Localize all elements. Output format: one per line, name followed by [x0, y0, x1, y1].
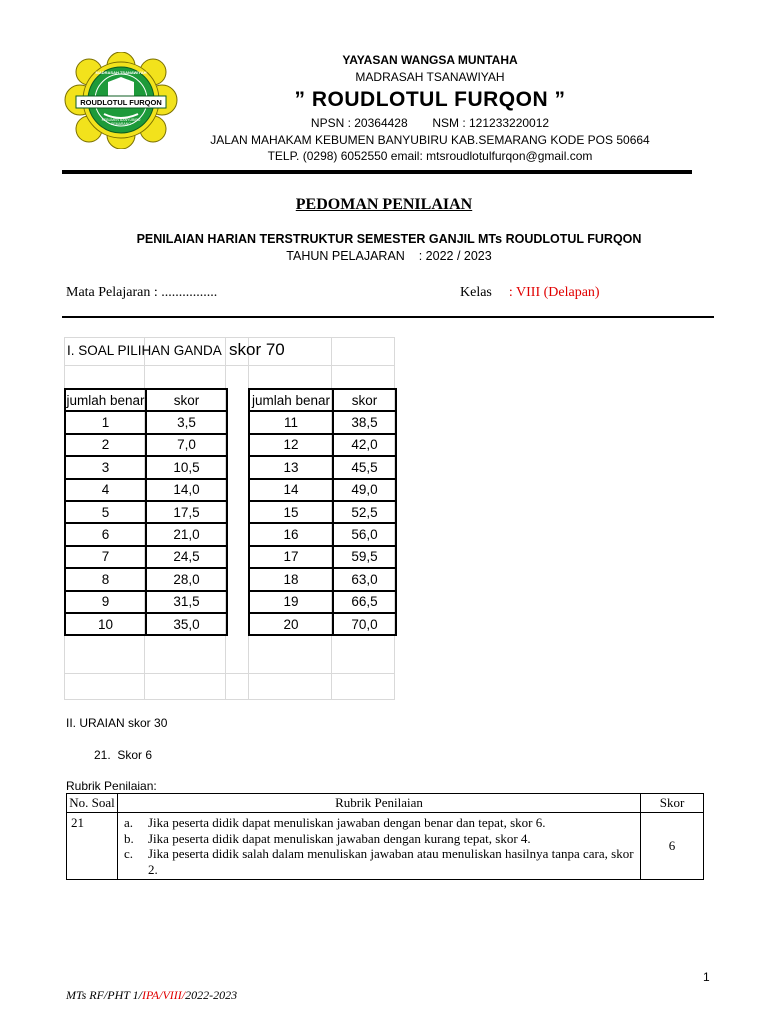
correct-count: 6 — [65, 523, 146, 545]
criterion-letter: c. — [124, 846, 134, 861]
letterhead-divider — [62, 170, 692, 174]
school-contact: TELP. (0298) 6052550 email: mtsroudlotulfurqon@gmail.com — [267, 149, 593, 163]
score-value: 21,0 — [146, 523, 227, 545]
score-value: 49,0 — [333, 479, 396, 501]
table-row — [249, 411, 396, 433]
correct-count: 2 — [65, 434, 146, 456]
criterion-letter: a. — [124, 815, 134, 830]
correct-count: 1 — [65, 411, 146, 433]
table-row — [65, 501, 227, 523]
madrasah-type: MADRASAH TSANAWIYAH — [355, 70, 505, 84]
table-row — [249, 568, 396, 590]
table-row — [65, 546, 227, 568]
correct-count: 17 — [249, 546, 333, 568]
correct-count: 11 — [249, 411, 333, 433]
section1-score: skor 70 — [229, 340, 285, 359]
score-value: 10,5 — [146, 456, 227, 478]
correct-count: 13 — [249, 456, 333, 478]
question-21-score: 21. Skor 6 — [94, 748, 153, 762]
correct-count: 9 — [65, 591, 146, 613]
code-suffix: 2022-2023 — [185, 988, 238, 1002]
section-divider — [62, 316, 714, 318]
criterion-text: Jika peserta didik dapat menuliskan jawaban dengan kurang tepat, skor 4. — [148, 830, 531, 846]
score-value: 70,0 — [333, 613, 396, 635]
correct-count: 5 — [65, 501, 146, 523]
table-row — [249, 456, 396, 478]
school-ids — [180, 116, 680, 130]
logo-bottom-text: KEBUMEN BANYUBIRU SEMARANG — [101, 118, 141, 126]
header-correct: jumlah benar — [65, 389, 146, 411]
code-prefix: MTs RF/PHT 1/ — [66, 988, 143, 1002]
correct-count: 4 — [65, 479, 146, 501]
correct-count: 3 — [65, 456, 146, 478]
document-code — [66, 988, 237, 1003]
table-row — [65, 434, 227, 456]
criterion-text: Jika peserta didik dapat menuliskan jawaban dengan benar dan tepat, skor 6. — [148, 815, 546, 830]
logo-top-text: MADRASAH TSANAWIYAH — [95, 70, 147, 75]
score-value: 66,5 — [333, 591, 396, 613]
rubric-criteria — [118, 813, 641, 880]
table-row — [249, 501, 396, 523]
score-value: 35,0 — [146, 613, 227, 635]
table-header-row — [65, 389, 227, 411]
rubric-header-no: No. Soal — [67, 794, 118, 813]
nsm: NSM : 121233220012 — [432, 116, 550, 130]
header-score: skor — [146, 389, 227, 411]
class-field — [460, 285, 600, 301]
score-value: 45,5 — [333, 456, 396, 478]
rubric-row — [67, 813, 704, 880]
criterion-a — [122, 815, 636, 831]
score-value: 31,5 — [146, 591, 227, 613]
document-subtitle: PENILAIAN HARIAN TERSTRUKTUR SEMESTER GANJIL MTs ROUDLOTUL FURQON — [136, 232, 642, 246]
table-row — [65, 523, 227, 545]
score-table-right — [248, 388, 397, 636]
table-row — [249, 591, 396, 613]
table-row — [249, 523, 396, 545]
score-value: 56,0 — [333, 523, 396, 545]
rubric-header-criteria: Rubrik Penilaian — [118, 794, 641, 813]
table-row — [65, 479, 227, 501]
rubric-table — [66, 793, 704, 880]
section2-title: II. URAIAN skor 30 — [66, 716, 168, 730]
table-header-row — [249, 389, 396, 411]
logo-banner-text: ROUDLOTUL FURQON — [80, 98, 162, 107]
rubric-score: 6 — [641, 813, 704, 880]
correct-count: 7 — [65, 546, 146, 568]
table-row — [249, 479, 396, 501]
correct-count: 12 — [249, 434, 333, 456]
table-row — [65, 568, 227, 590]
score-value: 14,0 — [146, 479, 227, 501]
correct-count: 14 — [249, 479, 333, 501]
class-label: Kelas — [460, 285, 492, 300]
correct-count: 16 — [249, 523, 333, 545]
table-row — [65, 411, 227, 433]
table-row — [249, 546, 396, 568]
criterion-letter: b. — [124, 830, 134, 846]
header-correct: jumlah benar — [249, 389, 333, 411]
header-score: skor — [333, 389, 396, 411]
score-table-left — [64, 388, 228, 636]
school-address: JALAN MAHAKAM KEBUMEN BANYUBIRU KAB.SEMARANG KODE POS 50664 — [210, 133, 650, 147]
table-row — [65, 591, 227, 613]
correct-count: 18 — [249, 568, 333, 590]
correct-count: 10 — [65, 613, 146, 635]
score-value: 17,5 — [146, 501, 227, 523]
page-number: 1 — [703, 970, 710, 984]
document-title: PEDOMAN PENILAIAN — [295, 196, 473, 213]
score-value: 3,5 — [146, 411, 227, 433]
subject-field: Mata Pelajaran : ................ — [66, 285, 218, 300]
table-row — [249, 613, 396, 635]
score-value: 63,0 — [333, 568, 396, 590]
criterion-c — [122, 846, 636, 877]
rubric-header-score: Skor — [641, 794, 704, 813]
rubric-header-row — [67, 794, 704, 813]
score-value: 59,5 — [333, 546, 396, 568]
score-value: 7,0 — [146, 434, 227, 456]
foundation-name: YAYASAN WANGSA MUNTAHA — [342, 53, 518, 67]
correct-count: 8 — [65, 568, 146, 590]
npsn: NPSN : 20364428 — [310, 116, 408, 130]
score-value: 24,5 — [146, 546, 227, 568]
score-value: 28,0 — [146, 568, 227, 590]
table-row — [65, 613, 227, 635]
rubric-question-no: 21 — [67, 813, 118, 880]
score-value: 42,0 — [333, 434, 396, 456]
table-row — [249, 434, 396, 456]
code-red: IPA/VIII/ — [142, 988, 186, 1002]
rubric-label: Rubrik Penilaian: — [66, 779, 157, 793]
academic-year: TAHUN PELAJARAN : 2022 / 2023 — [286, 249, 492, 263]
section1-title: I. SOAL PILIHAN GANDA — [67, 343, 222, 358]
school-name: ” ROUDLOTUL FURQON ” — [294, 88, 566, 111]
class-value: : VIII (Delapan) — [508, 285, 600, 300]
correct-count: 20 — [249, 613, 333, 635]
table-row — [65, 456, 227, 478]
score-value: 52,5 — [333, 501, 396, 523]
criterion-b — [122, 831, 636, 847]
correct-count: 15 — [249, 501, 333, 523]
correct-count: 19 — [249, 591, 333, 613]
score-value: 38,5 — [333, 411, 396, 433]
criterion-text: Jika peserta didik salah dalam menuliskan jawaban atau menuliskan hasilnya tanpa cara, skor 2. — [148, 846, 634, 877]
